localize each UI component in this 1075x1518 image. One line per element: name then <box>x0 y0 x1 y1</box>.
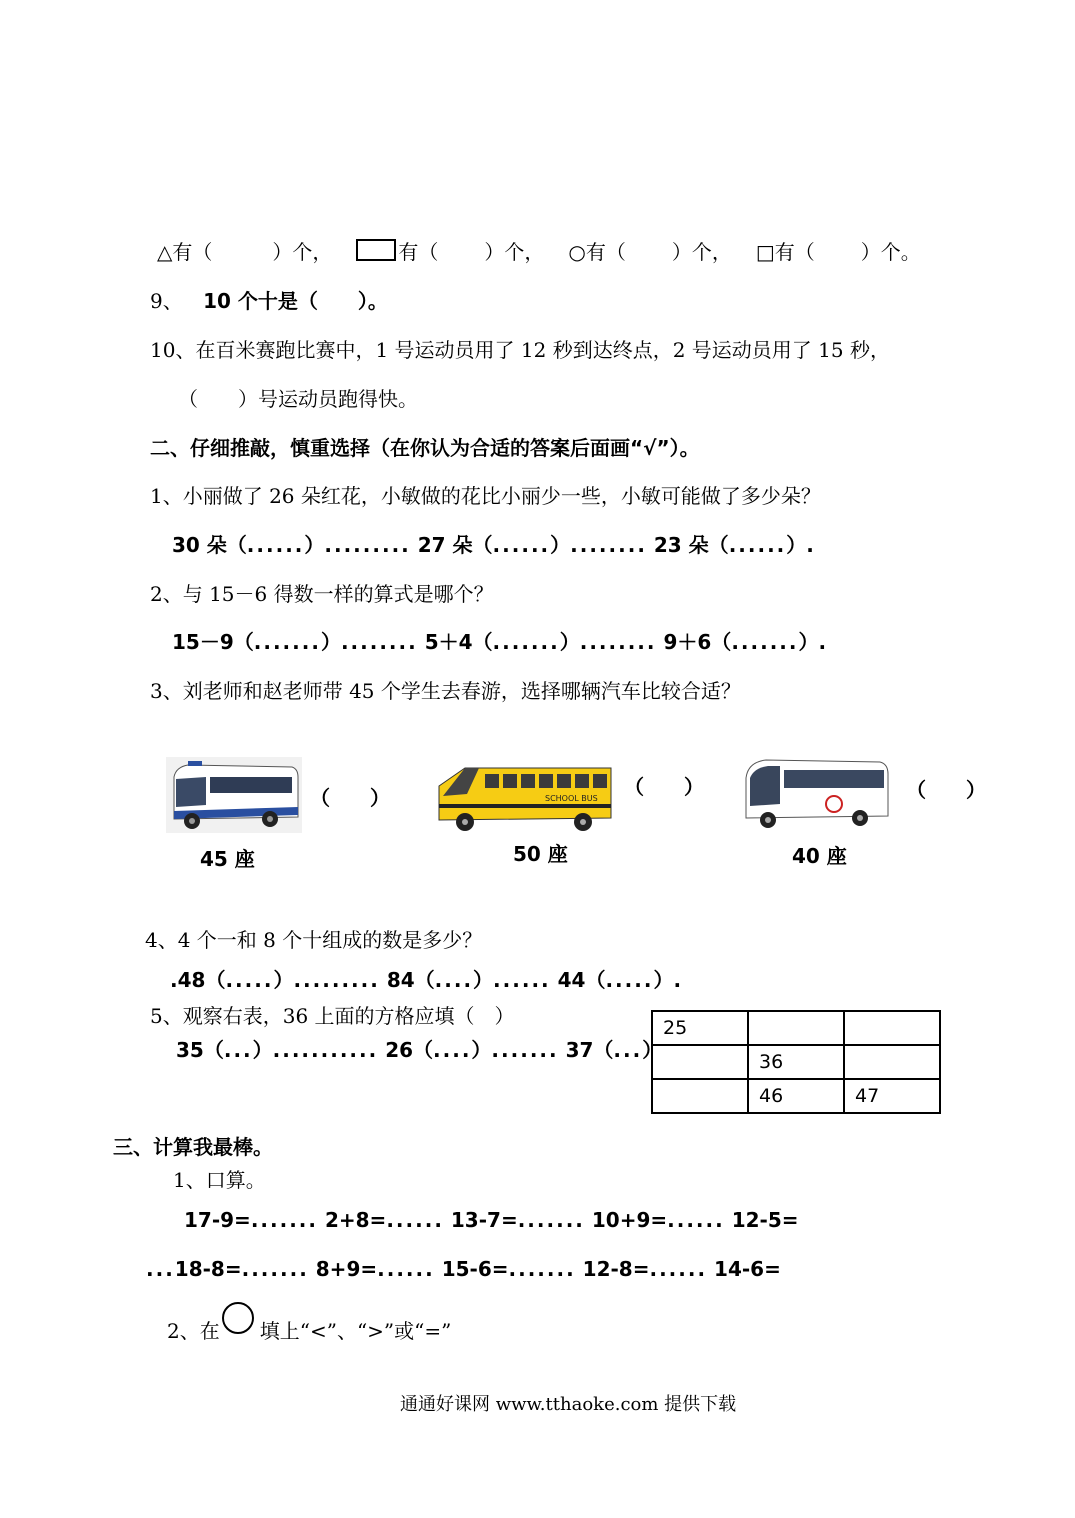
s2q5-question: 5、观察右表，36 上面的方格应填（ ） <box>150 1004 515 1028</box>
s3q2-suffix: 填上“<”、“>”或“=” <box>259 1319 452 1343</box>
option-a[interactable]: 30 朵（ <box>172 533 247 557</box>
math-item: 8+9= <box>315 1257 378 1281</box>
q9-text: 10 个十是（ ）。 <box>203 289 388 313</box>
s2q4-question: 4、4 个一和 8 个十组成的数是多少？ <box>145 928 483 952</box>
q8-blank2: ）个， <box>484 240 545 264</box>
bus3-seats: 40 座 <box>792 844 847 868</box>
q8-blank4: ）个。 <box>860 240 921 264</box>
bus2-choice[interactable]: （ ） <box>624 775 704 799</box>
s3q2-line <box>167 1302 451 1345</box>
s2q4-options: .48（.....）......... 84（....）...... 44（.....）. <box>170 968 682 992</box>
option-b[interactable]: 84（ <box>386 968 435 992</box>
math-item: 15-6= <box>441 1257 509 1281</box>
grid-row <box>652 1079 940 1113</box>
grid-row <box>652 1045 940 1079</box>
option-b[interactable]: 27 朵（ <box>417 533 493 557</box>
math-item: 12-5= <box>731 1208 799 1232</box>
option-a[interactable]: 35（ <box>176 1038 224 1062</box>
math-item: 18-8= <box>174 1257 242 1281</box>
section2-title: 二、仔细推敲，慎重选择（在你认为合适的答案后面画“√”）。 <box>150 436 700 460</box>
option-c[interactable]: 44（ <box>557 968 606 992</box>
s2q3-question: 3、刘老师和赵老师带 45 个学生去春游，选择哪辆汽车比较合适？ <box>150 679 741 703</box>
q8-line <box>157 238 921 266</box>
bus2-seats: 50 座 <box>513 842 568 866</box>
option-a[interactable]: 48（ <box>177 968 226 992</box>
school-bus-image[interactable] <box>435 760 615 832</box>
q10-line2: （ ）号运动员跑得快。 <box>178 387 418 411</box>
math-item: 17-9= <box>184 1208 251 1232</box>
grid-cell: 46 <box>748 1079 844 1113</box>
s2q2-options: 15－9（.......）........ 5＋4（.......）........ 9＋6（.......）. <box>172 630 827 654</box>
footer: 通通好课网 www.tthaoke.com 提供下载 <box>400 1394 737 1415</box>
q9-num: 9、 <box>150 289 183 313</box>
grid-cell: 25 <box>652 1011 748 1045</box>
option-b[interactable]: 5＋4（ <box>424 630 493 654</box>
option-a[interactable]: 15－9（ <box>172 630 254 654</box>
option-c[interactable]: 37（ <box>565 1038 614 1062</box>
grid-cell: 36 <box>748 1045 844 1079</box>
grid-cell <box>748 1011 844 1045</box>
q9-line <box>150 287 388 315</box>
option-b[interactable]: 26（ <box>385 1038 434 1062</box>
mental-math-row-1: 17-9=....... 2+8=...... 13-7=....... 10+9=...... 12-5= <box>184 1208 799 1232</box>
math-item: 2+8= <box>324 1208 387 1232</box>
grid-cell <box>844 1011 940 1045</box>
q8-blank3: ）个， <box>671 240 732 264</box>
math-item: 14-6= <box>714 1257 781 1281</box>
s3q2-prefix: 2、在 <box>167 1319 220 1343</box>
s2q5-options: 35（...）........... 26（....）....... 37（...） <box>176 1038 663 1062</box>
option-c[interactable]: 9＋6（ <box>663 630 732 654</box>
q10-line1: 10、在百米赛跑比赛中，1 号运动员用了 12 秒到达终点，2 号运动员用了 15 秒， <box>150 338 890 362</box>
grid-row <box>652 1011 940 1045</box>
math-item: 13-7= <box>450 1208 518 1232</box>
bus1-choice[interactable]: （ ） <box>310 786 390 810</box>
grid-cell <box>652 1079 748 1113</box>
s2q1-options: 30 朵（......）......... 27 朵（......）........ 23 朵（......）. <box>172 533 814 557</box>
option-c[interactable]: 23 朵（ <box>653 533 729 557</box>
q8-square: □有（ <box>755 240 815 264</box>
circle-icon <box>222 1302 254 1334</box>
s3q1-title: 1、口算。 <box>173 1168 266 1192</box>
math-item: 12-8= <box>582 1257 650 1281</box>
school-bus-label: SCHOOL BUS <box>545 794 598 803</box>
q8-circle: ○有（ <box>568 240 626 264</box>
bus1-seats: 45 座 <box>200 847 255 871</box>
q8-rect-label: 有（ <box>398 240 439 264</box>
q8-triangle: △有（ <box>157 240 213 264</box>
number-grid <box>651 1010 941 1114</box>
bus3-choice[interactable]: （ ） <box>906 778 986 802</box>
q8-blank1: ）个， <box>272 240 333 264</box>
s2q2-question: 2、与 15－6 得数一样的算式是哪个？ <box>150 582 494 606</box>
math-item: 10+9= <box>591 1208 668 1232</box>
coach-bus-image-1[interactable] <box>166 757 302 833</box>
mental-math-row-2: ...18-8=....... 8+9=...... 15-6=....... 12-8=...... 14-6= <box>146 1257 781 1281</box>
section3-title: 三、计算我最棒。 <box>113 1135 273 1159</box>
grid-cell <box>652 1045 748 1079</box>
grid-cell <box>844 1045 940 1079</box>
coach-bus-image-3[interactable] <box>740 754 892 830</box>
rectangle-shape-icon <box>356 239 396 261</box>
s2q1-question: 1、小丽做了 26 朵红花，小敏做的花比小丽少一些，小敏可能做了多少朵？ <box>150 484 821 508</box>
grid-cell: 47 <box>844 1079 940 1113</box>
